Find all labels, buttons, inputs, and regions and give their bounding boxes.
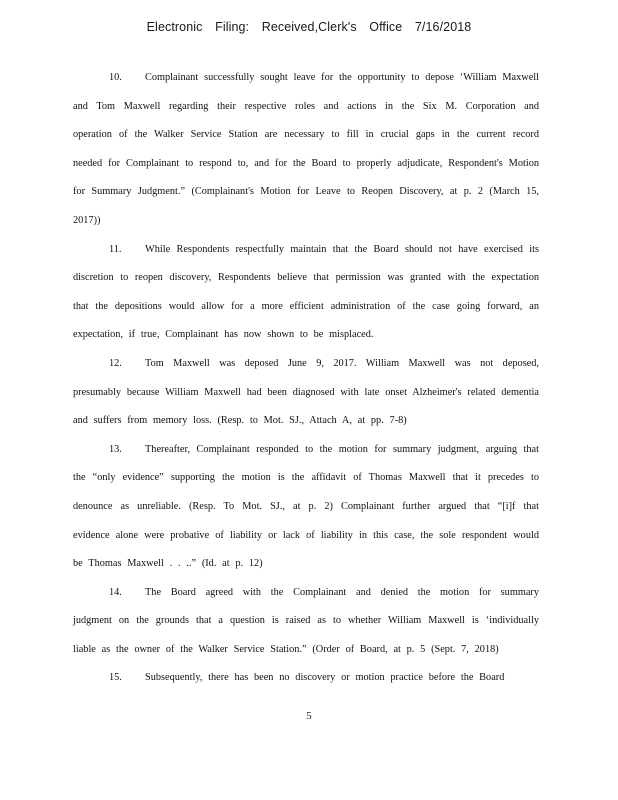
paragraph-12 [73,350,539,436]
page-number: 5 [306,710,312,722]
paragraph-number: 13. [109,443,122,455]
paragraph-text: Thereafter, Complainant responded to the motion for summary judgment, arguing that the “only evidence” supporting the motion is the affidavit of Thomas Maxwell that it precedes to denounce as unreliable. (Resp. To Mot. SJ., at p. 2) Complainant further argued that “[i]f that evidence alone were probative of liability or lack of liability in this case, the sole respondent would be Thomas Maxwell . . ..” (Id. at p. 12) [73,443,539,570]
paragraph-13 [73,436,539,579]
paragraph-number: 12. [109,357,122,369]
paragraph-11 [73,236,539,350]
paragraph-number: 11. [109,243,122,255]
paragraph-text: Subsequently, there has been no discovery or motion practice before the Board [145,672,505,684]
paragraph-15 [73,664,539,693]
paragraph-text: Tom Maxwell was deposed June 9, 2017. William Maxwell was not deposed, presumably because William Maxwell had been diagnosed with late onset Alzheimer's related dementia and suffers from memory loss. (Resp. to Mot. SJ., Attach A, at pp. 7-8) [73,357,539,427]
paragraph-14 [73,579,539,665]
paragraph-text: The Board agreed with the Complainant and denied the motion for summary judgment on the grounds that a question is raised as to whether William Maxwell is ‘individually liable as the owner of the Walker Service Station.” (Order of Board, at p. 5 (Sept. 7, 2018) [73,586,539,655]
paragraph-number: 14. [109,586,122,598]
paragraph-number: 15. [109,672,122,684]
paragraph-text: Complainant successfully sought leave for the opportunity to depose ‘William Maxwell and Tom Maxwell regarding their respective roles and actions in the Six M. Corporation and operation of the Walker Service Station are necessary to fill in crucial gaps in the current record needed for Complainant to respond to, and for the Board to properly adjudicate, Respondent's Motion for Summary Judgment.” (Complainant's Motion for Leave to Reopen Discovery, at p. 2 (March 15, 2017)) [73,72,539,226]
filing-stamp-header: Electronic Filing: Received,Clerk's Office 7/16/2018 [146,20,472,34]
document-body [73,64,539,693]
paragraph-number: 10. [109,72,122,83]
paragraph-10 [73,64,539,236]
paragraph-text: While Respondents respectfully maintain that the Board should not have exercised its discretion to reopen discovery, Respondents believe that permission was granted with the expectation that the depositions would allow for a more efficient administration of the case going forward, an expectation, if true, Complainant has now shown to be misplaced. [73,243,539,341]
